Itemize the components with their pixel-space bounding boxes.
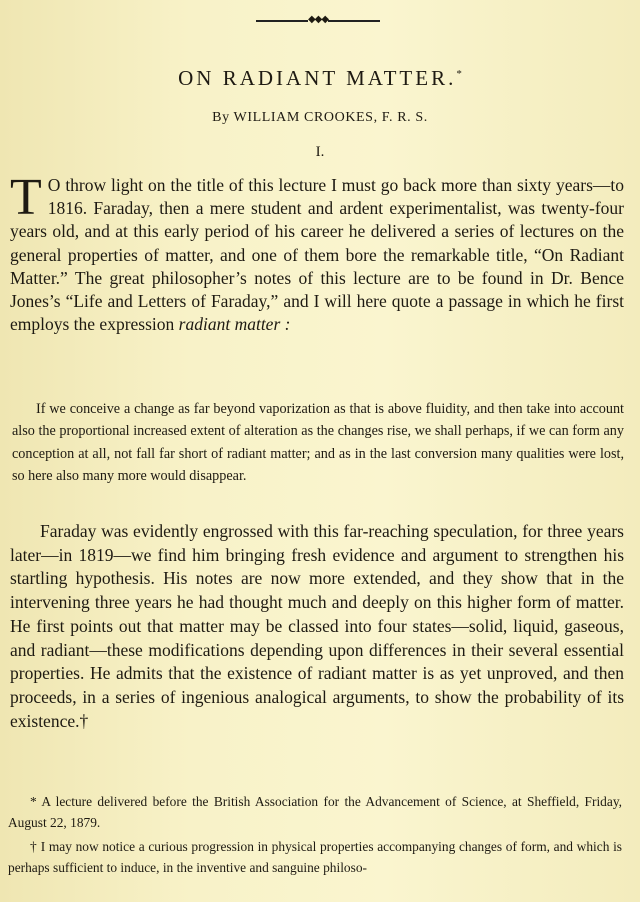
- ornament-rule-left: [256, 20, 308, 22]
- paragraph-2-text: Faraday was evidently engrossed with this far-reaching speculation, for three years later—in 1819—we find him bringing fresh evidence and argument to strengthen his startling hypothesis. His notes are now more extended, and they show that in the intervening three years he had thought much and deeply on this higher form of matter. He first points out that matter may be classed into four states—solid, liquid, gaseous, and radiant—these modifications depending upon differences in their several essential properties. He admits that the existence of radiant matter is as yet unproved, and then proceeds, in a series of ingenious analogical arguments, to show the probability of its existence.: [10, 521, 624, 731]
- header-ornament: [256, 14, 380, 26]
- footnote-text: A lecture delivered before the British Association for the Advancement of Science, at Sheffield, Friday, August 22, 1879.: [8, 794, 622, 830]
- paragraph-1-text: O throw light on the title of this lecture I must go back more than sixty years—to 1816. Faraday, then a mere student and ardent experimentalist, was twenty-four years old, and at this early period of his career he delivered a series of lectures on the general properties of matter, and one of them bore the remarkable title, “On Radiant Matter.” The great philosopher’s notes of this lecture are to be found in Dr. Bence Jones’s “Life and Letters of Faraday,” and I will here quote a passage in which he first employs the expression: [10, 175, 624, 335]
- paragraph-1-italic: radiant matter :: [178, 314, 291, 335]
- section-numeral: I.: [315, 144, 325, 160]
- title-footnote-mark: *: [456, 68, 462, 80]
- paragraph-2-footnote-mark: †: [79, 710, 89, 731]
- footnote-mark: *: [30, 794, 37, 809]
- paragraph-2: [10, 520, 624, 733]
- drop-cap: T: [10, 169, 42, 226]
- page-title: [0, 66, 640, 91]
- footnotes: [8, 792, 622, 882]
- block-quote: [12, 398, 624, 488]
- ornament-rule-right: [328, 20, 380, 22]
- footnote-mark: †: [30, 839, 38, 854]
- paragraph-1: [10, 169, 624, 336]
- author-byline: By WILLIAM CROOKES, F. R. S.: [212, 110, 428, 125]
- footnote: [8, 837, 622, 878]
- footnote: [8, 792, 622, 833]
- title-text: ON RADIANT MATTER.: [178, 66, 457, 90]
- block-quote-text: If we conceive a change as far beyond vaporization as that is above fluidity, and then take into account also the proportional increased extent of alteration as the changes rise, we shall perhaps, if we can form any conception at all, not fall far short of radiant matter; and as in the last conversion many qualities were lost, so here also many more would disappear.: [12, 401, 624, 485]
- footnote-text: I may now notice a curious progression in physical properties accompanying changes of form, and which is perhaps sufficient to induce, in the inventive and sanguine philoso-: [8, 839, 622, 875]
- ornament-diamonds: ◆◆◆: [307, 14, 329, 25]
